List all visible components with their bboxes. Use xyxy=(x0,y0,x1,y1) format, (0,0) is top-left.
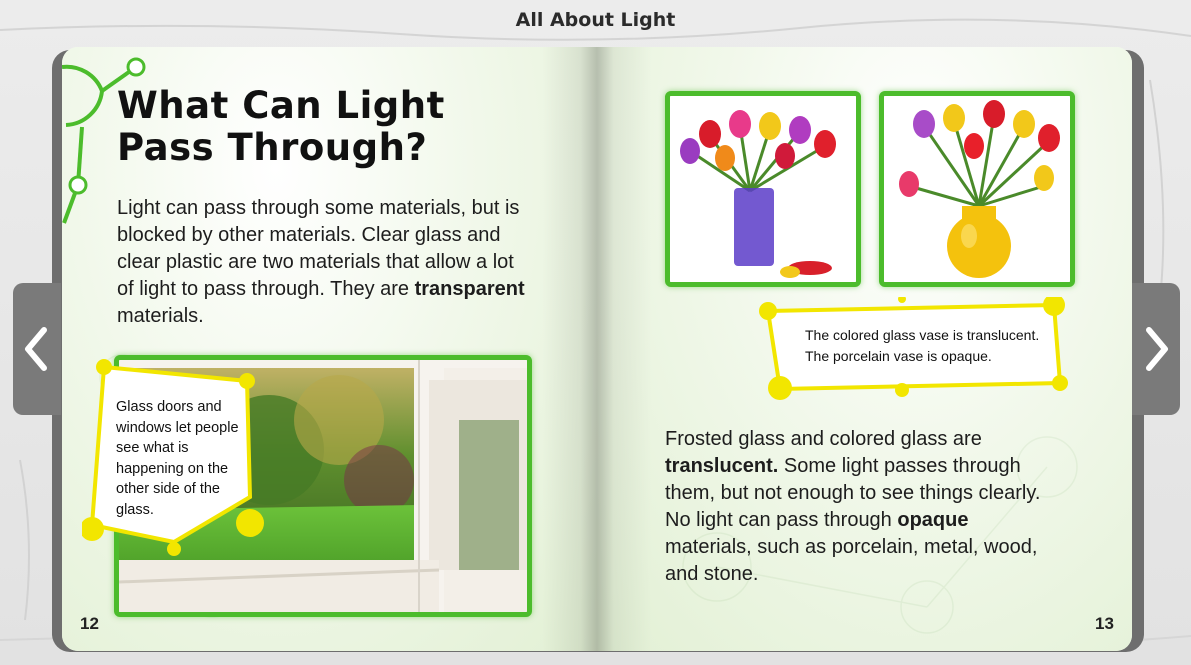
page-heading: What Can Light Pass Through? xyxy=(117,84,445,169)
caption-line-2: The porcelain vase is opaque. xyxy=(805,348,992,364)
right-paragraph-part-5: materials, such as porcelain, metal, wood, and stone. xyxy=(665,536,1038,585)
chevron-left-icon xyxy=(22,326,52,372)
right-paragraph xyxy=(665,426,1055,588)
left-paragraph xyxy=(117,195,527,330)
tulips-glass-vase-photo xyxy=(665,91,861,287)
next-page-button[interactable] xyxy=(1132,283,1180,415)
book-spread xyxy=(62,47,1132,651)
right-paragraph-part-1: Frosted glass and colored glass are xyxy=(665,428,982,450)
left-paragraph-part-1: Light can pass through some materials, but is blocked by other materials. Clear glass and clear plastic are two materials that allow a lot of light to pass through. They are xyxy=(117,197,520,300)
previous-page-button[interactable] xyxy=(13,283,61,415)
page-number-left: 12 xyxy=(80,614,99,633)
term-opaque: opaque xyxy=(897,509,969,531)
term-translucent: translucent. xyxy=(665,455,779,477)
chevron-right-icon xyxy=(1141,326,1171,372)
page-number-right: 13 xyxy=(1095,614,1114,633)
left-page xyxy=(62,47,597,651)
tulips-yellow-porcelain-vase-icon xyxy=(884,96,1070,282)
caption-line-1: The colored glass vase is translucent. xyxy=(805,327,1040,343)
term-transparent: transparent xyxy=(414,278,525,300)
callout-text: Glass doors and windows let people see what is happening on the other side of the glass. xyxy=(116,399,239,518)
tulips-purple-glass-vase-icon xyxy=(670,96,856,282)
right-page xyxy=(597,47,1132,651)
caption-text xyxy=(805,325,1085,367)
tulips-porcelain-vase-photo xyxy=(879,91,1075,287)
left-paragraph-part-3: materials. xyxy=(117,305,204,327)
right-paragraph-part-3: Some light passes through them, but not enough to see things clearly. No light can pass through xyxy=(665,455,1041,531)
book-title: All About Light xyxy=(515,9,676,31)
